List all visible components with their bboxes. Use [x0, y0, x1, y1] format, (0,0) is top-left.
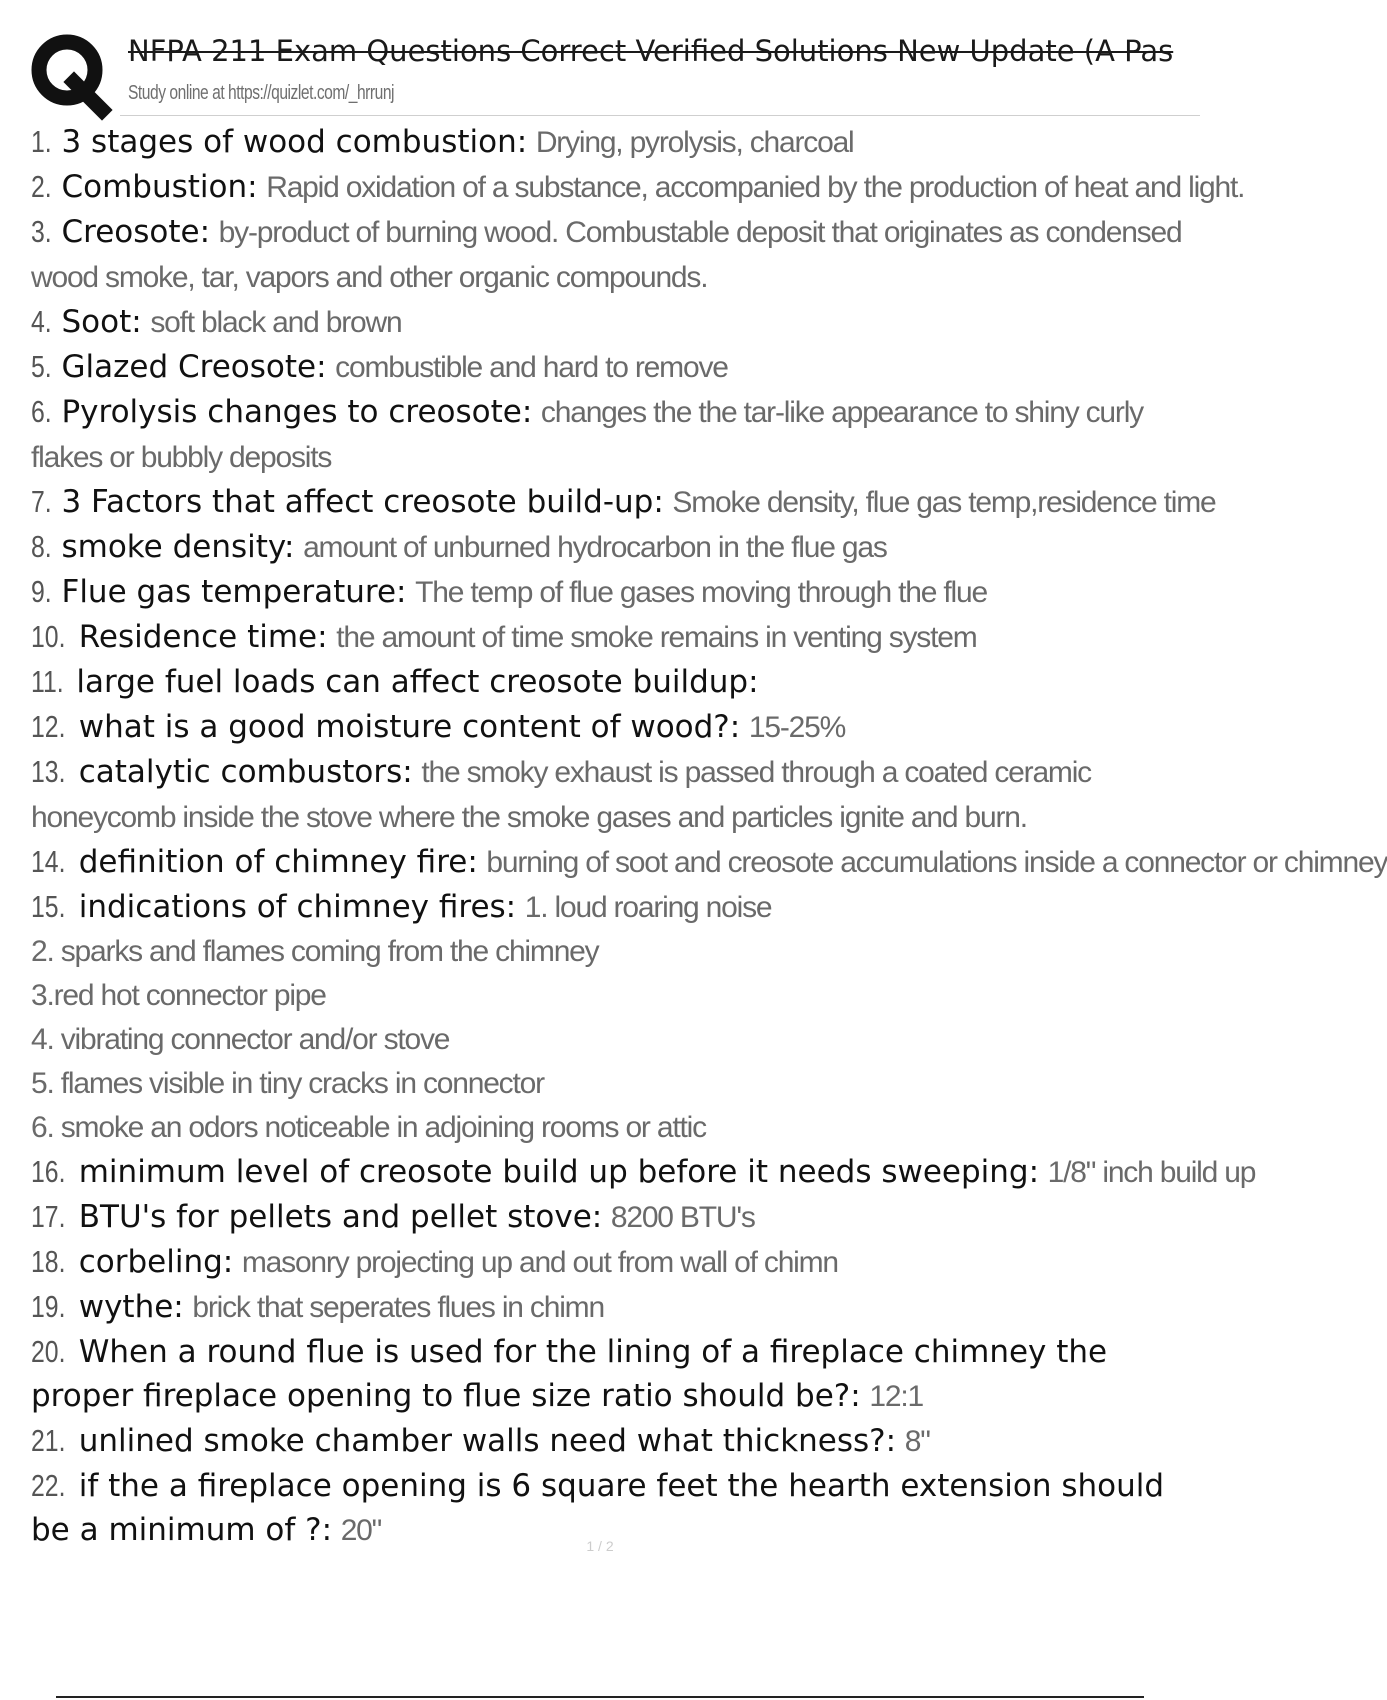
item-number: 2.: [31, 169, 52, 204]
list-item: [31, 1419, 1200, 1464]
list-item: [31, 840, 1387, 885]
item-term: indications of chimney fires:: [78, 889, 517, 925]
footer-divider: [56, 1696, 1144, 1698]
item-number: 4.: [31, 304, 52, 339]
item-answer: burning of soot and creosote accumulations inside a connector or chimney: [486, 846, 1387, 879]
list-item: [31, 300, 1200, 345]
item-number: 15.: [31, 889, 66, 924]
item-answer: 1. loud roaring noise: [524, 891, 772, 924]
answer-continuation: 3.red hot connector pipe: [31, 979, 326, 1012]
item-number: 17.: [31, 1199, 66, 1234]
header-divider: [120, 115, 1200, 116]
answer-continuation: 2. sparks and flames coming from the chimney: [31, 935, 599, 968]
item-answer: Rapid oxidation of a substance, accompanied by the production of heat and light.: [266, 171, 1245, 204]
list-item: [31, 570, 1200, 615]
item-term: if the a fireplace opening is 6 square feet the hearth extension should be a minimum of ?:: [31, 1468, 1165, 1548]
item-term: wythe:: [78, 1289, 184, 1325]
page-header: [0, 0, 1200, 120]
question-list: [31, 120, 1387, 1548]
source-link[interactable]: Study online at https://quizlet.com/_hrrunj: [128, 82, 395, 104]
list-item: [31, 705, 1200, 750]
item-answer: brick that seperates flues in chimn: [192, 1291, 604, 1324]
item-term: BTU's for pellets and pellet stove:: [78, 1199, 603, 1235]
item-term: corbeling:: [78, 1244, 234, 1280]
item-answer: amount of unburned hydrocarbon in the flue gas: [303, 531, 887, 564]
item-term: Residence time:: [78, 619, 328, 655]
page-number: 1 / 2: [586, 1538, 614, 1554]
item-term: catalytic combustors:: [78, 754, 413, 790]
item-answer: masonry projecting up and out from wall of chimn: [241, 1246, 838, 1279]
list-item: [31, 165, 1245, 210]
item-number: 20.: [31, 1334, 66, 1369]
item-term: Glazed Creosote:: [61, 349, 327, 385]
list-item: [31, 660, 1200, 705]
item-term: unlined smoke chamber walls need what thickness?:: [78, 1423, 897, 1459]
item-answer: the smoky exhaust is passed through a coated ceramic honeycomb inside the stove where the smoke gases and particles ignite and burn.: [31, 756, 1091, 834]
list-item: [31, 885, 1200, 930]
item-term: Combustion:: [61, 169, 258, 205]
item-term: 3 stages of wood combustion:: [61, 124, 528, 160]
item-term: Soot:: [61, 304, 142, 340]
item-term: what is a good moisture content of wood?:: [78, 709, 741, 745]
item-number: 21.: [31, 1423, 66, 1458]
item-answer: Drying, pyrolysis, charcoal: [535, 126, 854, 159]
answer-continuation: 4. vibrating connector and/or stove: [31, 1023, 450, 1056]
list-item: [31, 750, 1200, 840]
item-number: 7.: [31, 484, 52, 519]
item-number: 5.: [31, 349, 52, 384]
item-number: 11.: [31, 664, 64, 699]
list-item: [31, 1285, 1200, 1330]
list-item: [31, 480, 1216, 525]
item-number: 22.: [31, 1468, 66, 1503]
list-item: [31, 210, 1200, 300]
item-answer: 8": [904, 1425, 930, 1458]
item-term: When a round flue is used for the lining of a fireplace chimney the proper fireplace opening to flue size ratio should be?:: [31, 1334, 1108, 1414]
item-number: 9.: [31, 574, 52, 609]
item-number: 13.: [31, 754, 66, 789]
list-item: [31, 390, 1200, 480]
item-answer: the amount of time smoke remains in venting system: [336, 621, 977, 654]
item-number: 6.: [31, 394, 52, 429]
list-item: [31, 1195, 1200, 1240]
item-number: 12.: [31, 709, 66, 744]
item-number: 10.: [31, 619, 66, 654]
list-item: [31, 1150, 1256, 1195]
item-term: Flue gas temperature:: [61, 574, 407, 610]
item-number: 18.: [31, 1244, 66, 1279]
item-answer: 12:1: [869, 1380, 923, 1413]
quizlet-logo-icon: [30, 32, 110, 112]
item-answer: 8200 BTU's: [610, 1201, 755, 1234]
list-item: [31, 525, 1200, 570]
list-item: [31, 615, 1200, 660]
item-number: 8.: [31, 529, 52, 564]
document-title: NFPA 211 Exam Questions Correct Verified Solutions New Update (A Pas: [128, 34, 1174, 68]
list-item: [31, 1330, 1200, 1419]
item-number: 14.: [31, 844, 66, 879]
list-item: [31, 1240, 1200, 1285]
item-answer: 15-25%: [748, 711, 846, 744]
item-term: 3 Factors that affect creosote build-up:: [61, 484, 664, 520]
item-term: definition of chimney fire:: [78, 844, 478, 880]
item-answer: The temp of flue gases moving through the flue: [415, 576, 987, 609]
item-term: Creosote:: [61, 214, 211, 250]
item-number: 16.: [31, 1154, 66, 1189]
item-term: smoke density:: [61, 529, 295, 565]
item-term: large fuel loads can affect creosote buildup:: [76, 664, 759, 700]
list-item: [31, 345, 1200, 390]
item-answer: soft black and brown: [150, 306, 402, 339]
item-term: minimum level of creosote build up before it needs sweeping:: [78, 1154, 1040, 1190]
item-term: Pyrolysis changes to creosote:: [61, 394, 533, 430]
item-answer: 1/8" inch build up: [1047, 1156, 1256, 1189]
item-answer: combustible and hard to remove: [335, 351, 728, 384]
answer-continuation: 6. smoke an odors noticeable in adjoining rooms or attic: [31, 1111, 706, 1144]
item-number: 3.: [31, 214, 52, 249]
item-answer: Smoke density, flue gas temp,residence time: [672, 486, 1216, 519]
item-answer: 20": [340, 1514, 382, 1547]
item-number: 1.: [31, 124, 52, 159]
list-item: [31, 120, 1200, 165]
item-answer: by-product of burning wood. Combustable deposit that originates as condensed wood smoke, tar, vapors and other organic compounds.: [31, 216, 1182, 294]
item-number: 19.: [31, 1289, 66, 1324]
item-answer: changes the the tar-like appearance to shiny curly flakes or bubbly deposits: [31, 396, 1143, 474]
answer-continuation: 5. flames visible in tiny cracks in connector: [31, 1067, 544, 1100]
